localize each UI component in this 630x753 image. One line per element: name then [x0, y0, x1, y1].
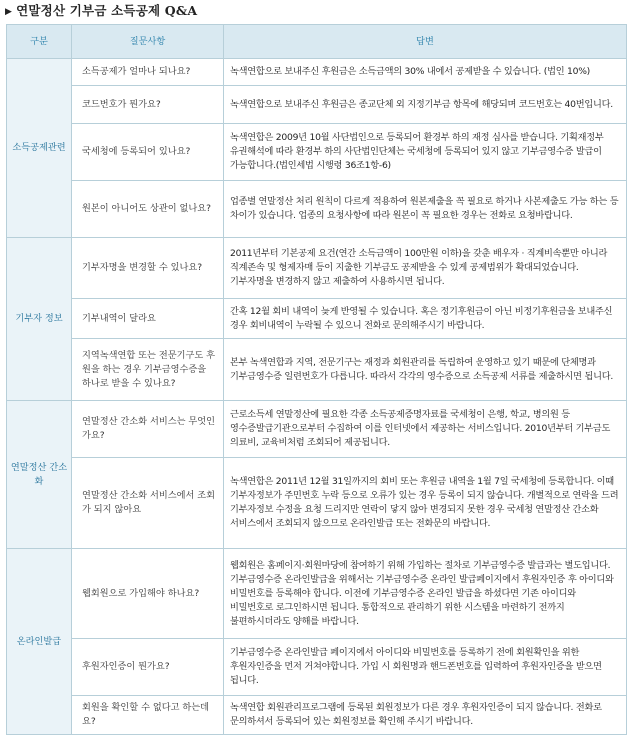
answer-cell: 녹색연합으로 보내주신 후원금은 종교단체 외 지정기부금 항목에 해당되며 코드번호는 40번입니다. — [224, 86, 627, 124]
table-row — [7, 299, 627, 339]
question-cell: 웹회원으로 가입해야 하나요? — [72, 549, 224, 639]
table-header-row — [7, 25, 627, 59]
answer-cell: 간혹 12월 회비 내역이 늦게 반영될 수 있습니다. 혹은 정기후원금이 아닌 비정기후원금을 보내주신 경우 회비내역이 누락될 수 있으니 전화로 문의해주시기 바랍니다. — [224, 299, 627, 339]
table-row — [7, 639, 627, 696]
table-row — [7, 339, 627, 401]
answer-cell: 기부금영수증 온라인발급 페이지에서 아이디와 비밀번호를 등록하기 전에 회원확인을 위한 후원자인증을 먼저 거쳐야합니다. 가입 시 회원명과 핸드폰번호를 입력하여 후원자인증을 받으면 됩니다. — [224, 639, 627, 696]
question-cell: 국세청에 등록되어 있나요? — [72, 124, 224, 181]
category-online-issuance: 온라인발급 — [7, 549, 72, 735]
answer-cell: 녹색연합으로 보내주신 후원금은 소득금액의 30% 내에서 공제받을 수 있습니다. (법인 10%) — [224, 59, 627, 86]
answer-cell: 근로소득세 연말정산에 필요한 각종 소득공제증명자료를 국세청이 은행, 학교, 병의원 등 영수증발급기관으로부터 수집하여 이를 인터넷에서 제공하는 서비스입니다. 2010년부터 기부금도 의료비, 교육비처럼 조회되어 제공됩니다. — [224, 401, 627, 458]
category-year-end-simplified: 연말정산 간소화 — [7, 401, 72, 549]
question-cell: 소득공제가 얼마나 되나요? — [72, 59, 224, 86]
category-income-deduction: 소득공제관련 — [7, 59, 72, 238]
table-row — [7, 549, 627, 639]
table-row — [7, 458, 627, 549]
table-row — [7, 59, 627, 86]
answer-cell: 녹색연합 회원관리프로그램에 등록된 회원정보가 다른 경우 후원자인증이 되지 않습니다. 전화로 문의하셔서 등록되어 있는 회원정보를 확인해 주시기 바랍니다. — [224, 696, 627, 735]
question-cell: 기부자명을 변경할 수 있나요? — [72, 238, 224, 299]
table-row — [7, 696, 627, 735]
answer-cell: 웹회원은 홈페이지·회원마당에 참여하기 위해 가입하는 절차로 기부금영수증 발급과는 별도입니다. 기부금영수증 온라인발급을 위해서는 기부금영수증 온라인 발급페이지에서 후원자인증 후 아이디와 비밀번호를 등록해야 합니다. 이전에 기부금영수증 온라인 발급을 하셨다면 기존 아이디와 비밀번호로 로그인하시면 됩니다. 통합적으로 관리하기 위한 시스템을 마련하기 전까지 불편하시더라도 양해를 바랍니다. — [224, 549, 627, 639]
header-question: 질문사항 — [72, 25, 224, 59]
header-category: 구분 — [7, 25, 72, 59]
answer-cell: 2011년부터 기본공제 요건(연간 소득금액이 100만원 이하)을 갖춘 배우자 · 직계비속뿐만 아니라 직계존속 및 형제자매 등이 지출한 기부금도 공제받을 수 있게 공제범위가 확대되었습니다. 기부자명을 변경하지 않고 제출하여 사용하시면 됩니다. — [224, 238, 627, 299]
answer-cell: 업종별 연말정산 처리 원칙이 다르게 적용하여 원본제출을 꼭 필요로 하거나 사본제출도 가능 하는 등 차이가 있습니다. 업종의 요청사항에 따라 원본이 꼭 필요한 경우는 전화로 요청바랍니다. — [224, 181, 627, 238]
table-row — [7, 86, 627, 124]
answer-cell: 녹색연합은 2011년 12월 31일까지의 회비 또는 후원금 내역을 1월 7일 국세청에 등록합니다. 이때 기부자정보가 주민번호 누락 등으로 오류가 있는 경우 등록이 되지 않습니다. 개별적으로 연락을 드려 기부자정보 수정을 요청 드리지만 연락이 닿지 않아 변경되지 못한 경우 국세청 연말정산 간소화 서비스에서 조회되지 않으므로 온라인발급 또는 전화문의 바랍니다. — [224, 458, 627, 549]
answer-cell: 본부 녹색연합과 지역, 전문기구는 재정과 회원관리를 독립하여 운영하고 있기 때문에 단체명과 기부금영수증 일련번호가 다릅니다. 따라서 각각의 영수증으로 소득공제 서류를 제출하시면 됩니다. — [224, 339, 627, 401]
triangle-right-icon: ▶ — [5, 7, 13, 17]
question-cell: 연말정산 간소화 서비스는 무엇인가요? — [72, 401, 224, 458]
table-row — [7, 238, 627, 299]
question-cell: 기부내역이 달라요 — [72, 299, 224, 339]
page-title — [5, 0, 605, 24]
table-row — [7, 124, 627, 181]
header-answer: 답변 — [224, 25, 627, 59]
question-cell: 원본이 아니어도 상관이 없나요? — [72, 181, 224, 238]
table-row — [7, 181, 627, 238]
question-cell: 연말정산 간소화 서비스에서 조회가 되지 않아요 — [72, 458, 224, 549]
table-row — [7, 401, 627, 458]
question-cell: 코드번호가 뭔가요? — [72, 86, 224, 124]
answer-cell: 녹색연합은 2009년 10월 사단법인으로 등록되어 환경부 하의 재정 심사를 받습니다. 기획재정부 유권해석에 따라 환경부 하의 사단법인단체는 국세청에 등록되어 있지 않고 기부금영수증 발급이 가능합니다.(법인세법 시행령 36조1항-6) — [224, 124, 627, 181]
question-cell: 지역녹색연합 또는 전문기구도 후원을 하는 경우 기부금영수증을 하나로 받을 수 있나요? — [72, 339, 224, 401]
qa-table — [6, 24, 627, 735]
category-donor-info: 기부자 정보 — [7, 238, 72, 401]
page-title-text: 연말정산 기부금 소득공제 Q&A — [16, 3, 198, 18]
question-cell: 회원을 확인할 수 없다고 하는데요? — [72, 696, 224, 735]
question-cell: 후원자인증이 뭔가요? — [72, 639, 224, 696]
